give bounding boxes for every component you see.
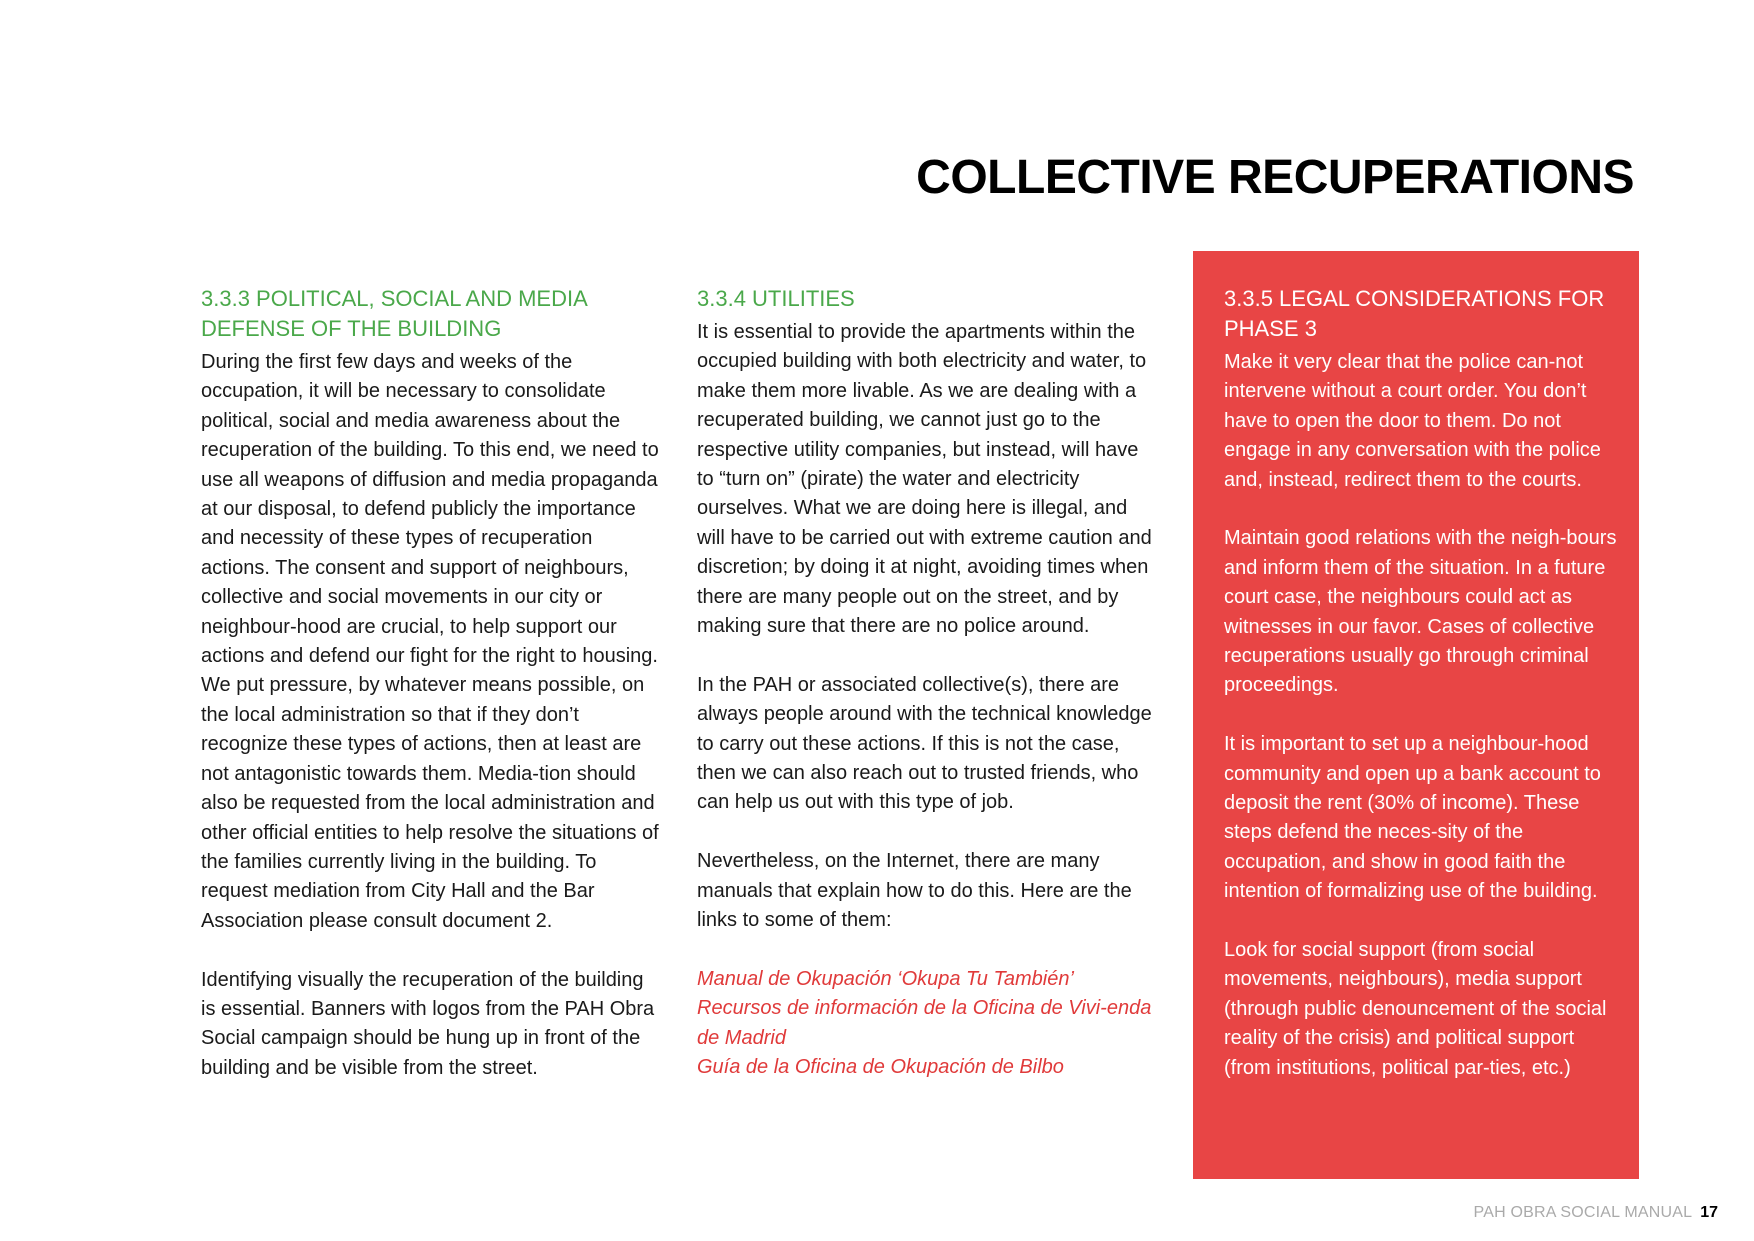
paragraph: Maintain good relations with the neigh-bours and inform them of the situation. In a future court case, the neighbours could act as witnesses in our favor. Cases of collective recuperations usually go through criminal proceedings. (1224, 527, 1617, 697)
footer-manual-title: PAH OBRA SOCIAL MANUAL (1473, 1204, 1693, 1221)
section-heading-political-defense: 3.3.3 POLITICAL, SOCIAL AND MEDIA DEFENSE OF THE BUILDING (201, 286, 587, 341)
paragraph: Identifying visually the recuperation of the building is essential. Banners with logos from the PAH Obra Social campaign should be hung up in front of the building and be visible from the street. (201, 968, 655, 1079)
paragraph: It is essential to provide the apartments within the occupied building with both electricity and water, to make them more livable. As we are dealing with a recuperated building, we cannot just go to the respective utility companies, but instead, will have to “turn on” (pirate) the water and electricity ourselves. What we are doing here is illegal, and will have to be carried out with extreme caution and discretion; by doing it at night, avoiding times when there are many people out on the street, and by making sure that there are no police around. (697, 321, 1152, 638)
page-title: COLLECTIVE RECUPERATIONS (916, 151, 1634, 204)
paragraph: During the first few days and weeks of the occupation, it will be necessary to consolidate political, social and media awareness about the recuperation of the building. To this end, we need to use all weapons of diffusion and media propaganda at our disposal, to defend publicly the importance and necessity of these types of recuperation actions. The consent and support of neighbours, collective and social movements in our city or neighbour-hood are crucial, to help support our actions and defend our fight for the right to housing. We put pressure, by whatever means possible, on the local administration so that if they don’t recognize these types of actions, then at least are not antagonistic towards them. Media-tion should also be requested from the local administration and other official entities to help resolve the situations of the families currently living in the building. To request mediation from City Hall and the Bar Association please consult document 2. (201, 351, 659, 932)
manual-links (697, 965, 1157, 1083)
legal-considerations-box (1193, 251, 1639, 1179)
page-footer (1474, 1204, 1718, 1222)
paragraph: In the PAH or associated collective(s), there are always people around with the technical knowledge to carry out these actions. If this is not the case, then we can also reach out to trusted friends, who can help us out with this type of job. (697, 673, 1152, 814)
section-heading-legal: 3.3.5 LEGAL CONSIDERATIONS FOR PHASE 3 (1224, 286, 1605, 341)
link-oficina-okupacion-bilbo[interactable]: Guía de la Oficina de Okupación de Bilbo (697, 1056, 1064, 1079)
section-utilities (697, 284, 1157, 1083)
paragraph: Look for social support (from social movements, neighbours), media support (through public denouncement of the social reality of the crisis) and political support (from institutions, political par-ties, etc.) (1224, 939, 1607, 1079)
paragraph: It is important to set up a neighbour-hood community and open up a bank account to deposit the rent (30% of income). These steps defend the neces-sity of the occupation, and show in good faith the intention of formalizing use of the building. (1224, 733, 1601, 903)
section-political-defense (201, 284, 661, 1113)
section-heading-utilities: 3.3.4 UTILITIES (697, 286, 855, 311)
link-oficina-vivienda-madrid[interactable]: Recursos de información de la Oficina de Vivi-enda de Madrid (697, 997, 1152, 1049)
paragraph: Nevertheless, on the Internet, there are many manuals that explain how to do this. Here are the links to some of them: (697, 850, 1132, 932)
page-number: 17 (1700, 1204, 1718, 1221)
paragraph: Make it very clear that the police can-not intervene without a court order. You don’t have to open the door to them. Do not engage in any conversation with the police and, instead, redirect them to the courts. (1224, 351, 1601, 491)
link-okupa-tu-tambien[interactable]: Manual de Okupación ‘Okupa Tu También’ (697, 967, 1074, 990)
